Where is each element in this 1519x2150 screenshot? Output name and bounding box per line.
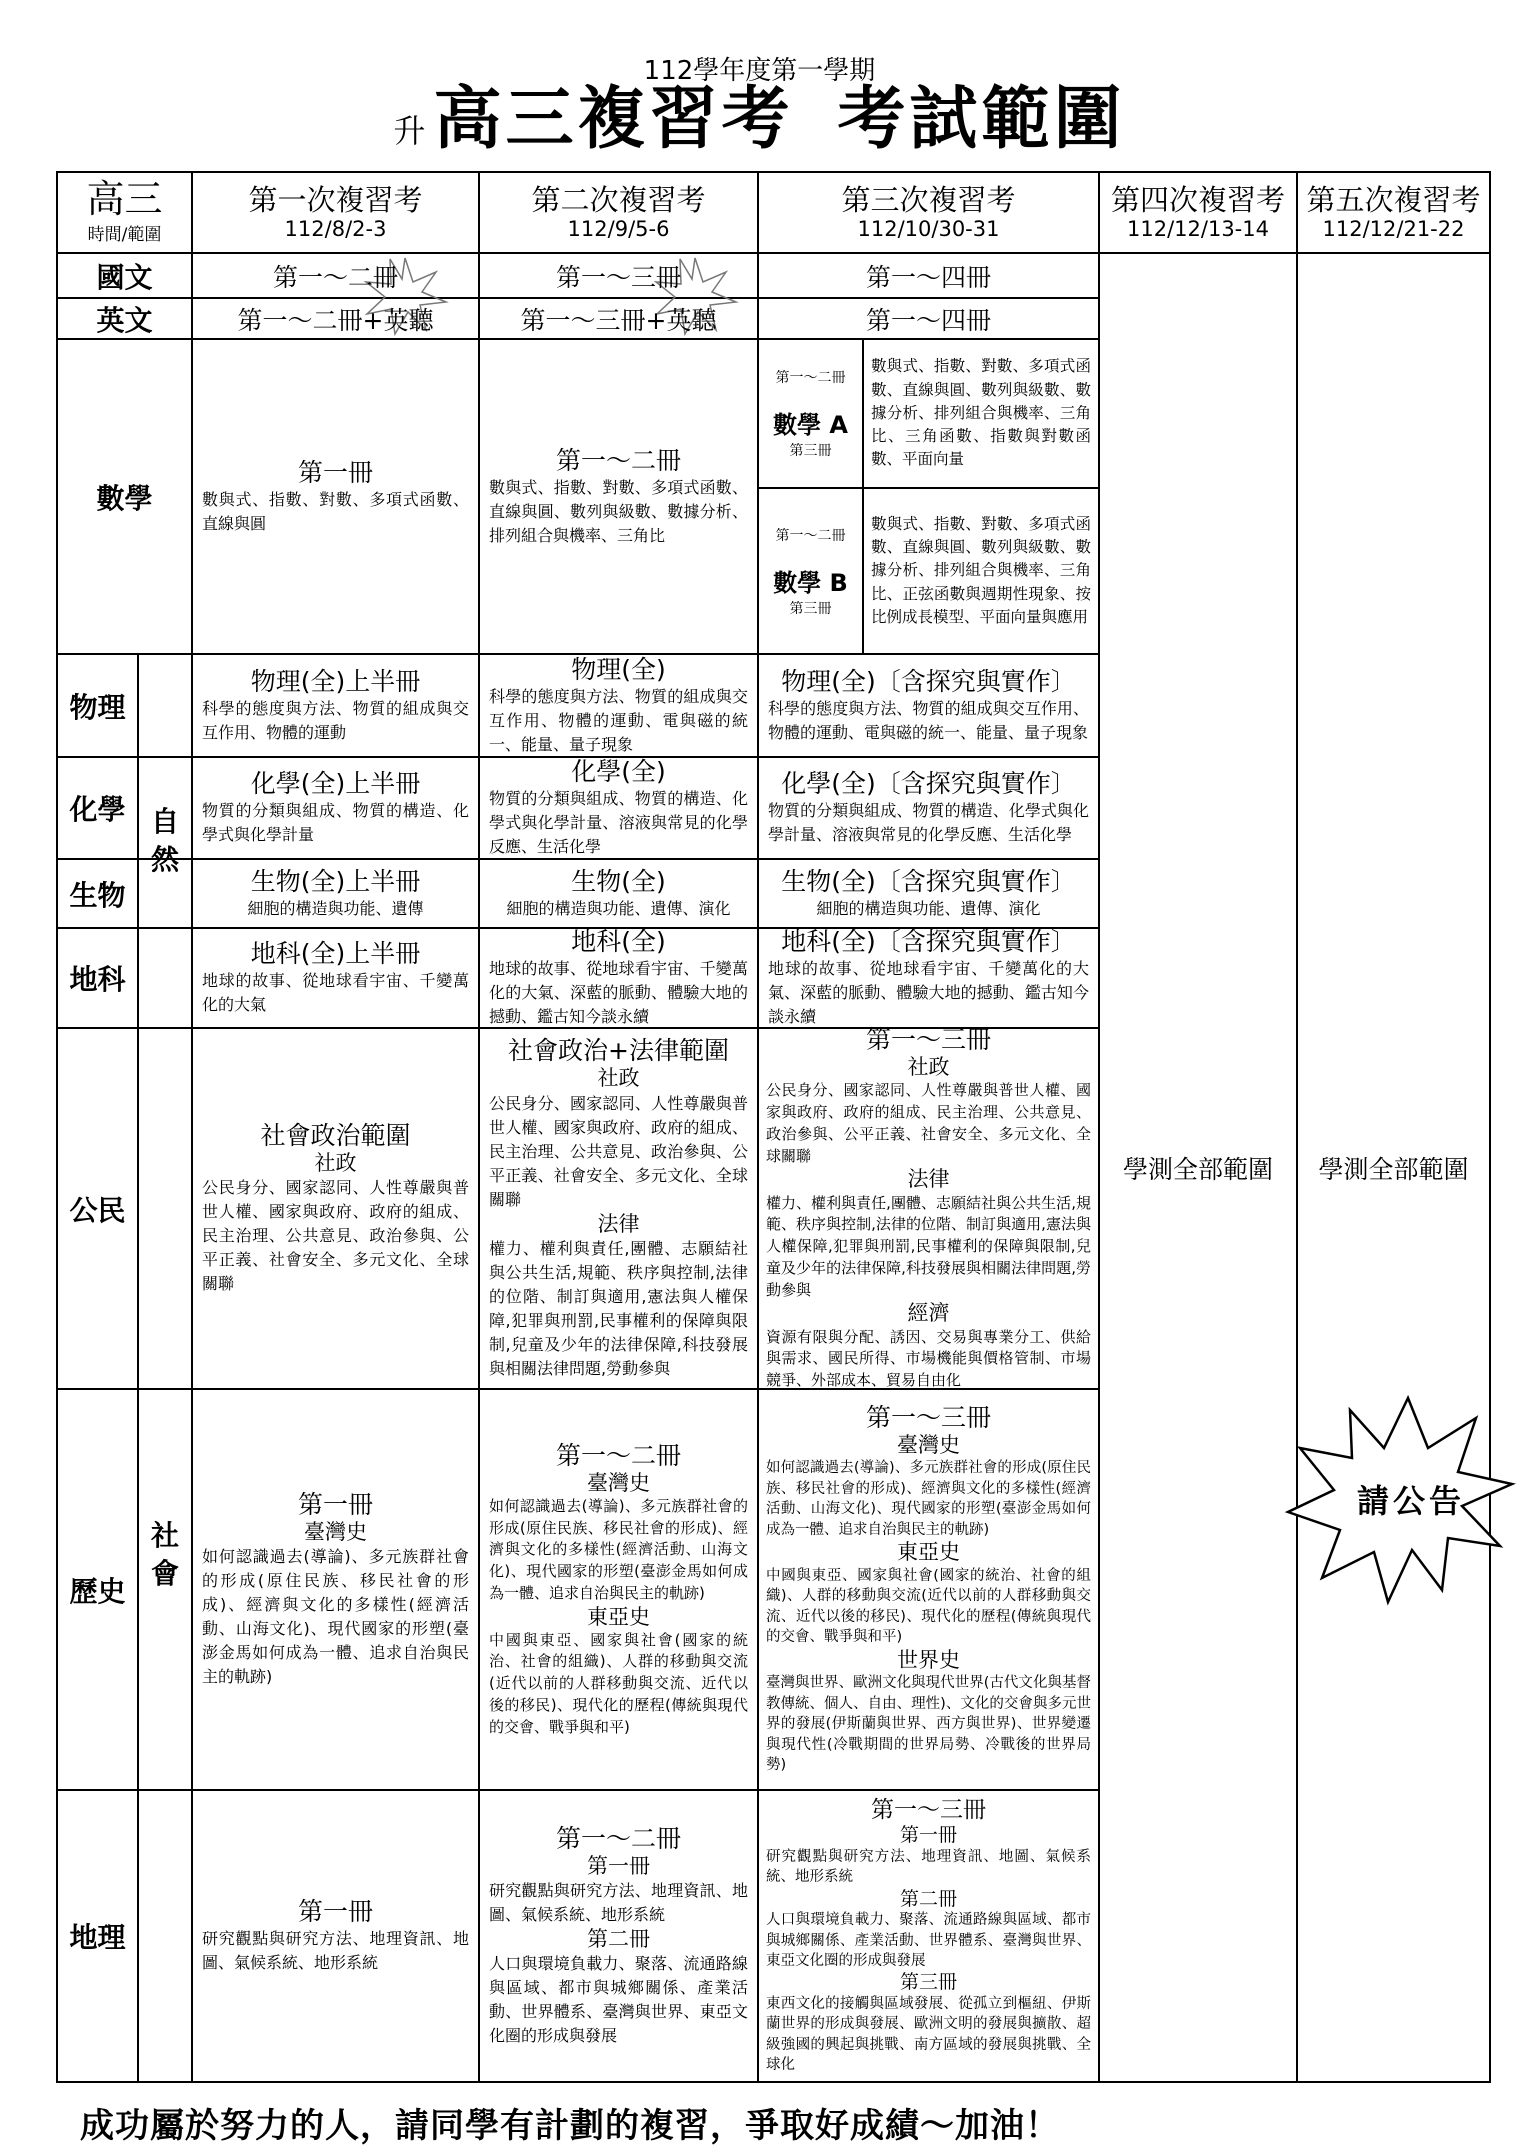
title-sub: 考試範圍	[837, 80, 1126, 159]
chemistry-c3	[758, 757, 1099, 859]
biology-c1-title: 生物(全)上半冊	[250, 866, 421, 896]
history-c2-title: 第一～二冊	[555, 1440, 681, 1470]
math-c2-text: 數與式、指數、對數、多項式函數、直線與圓、數列與級數、數據分析、排列組合與機率、三角比	[489, 477, 748, 545]
physics-c1	[192, 654, 479, 757]
physics-c1-title: 物理(全)上半冊	[250, 666, 421, 696]
earth-c2-text: 地球的故事、從地球看宇宙、千變萬化的大氣、深藍的脈動、體驗大地的撼動、鑑古知今談永續	[489, 959, 748, 1026]
math-b-content	[863, 488, 1099, 654]
geography-c3-sec2: 第二冊	[899, 1887, 957, 1910]
group-science	[138, 654, 192, 1028]
earth-c1-text: 地球的故事、從地球看宇宙、千變萬化的大氣	[202, 971, 469, 1014]
english-c3: 第一～四冊	[865, 305, 991, 335]
chemistry-c1-text: 物質的分類與組成、物質的構造、化學式與化學計量	[202, 801, 469, 844]
geography-c2-sec1: 第一冊	[587, 1853, 650, 1878]
chemistry-c3-title: 化學(全)〔含探究與實作〕	[781, 769, 1076, 798]
history-c2-text1: 如何認識過去(導論)、多元族群社會的形成(原住民族、移民社會的形成)、經濟與文化的多樣性(經濟活動、山海文化)、現代國家的形塑(臺澎金馬如何成為一體、追求自治與民主的軌跡)	[489, 1496, 748, 1602]
history-c3-sec3: 世界史	[897, 1647, 960, 1672]
history-c3-title: 第一～三冊	[865, 1402, 991, 1432]
history-c1-text: 如何認識過去(導論)、多元族群社會的形成(原住民族、移民社會的形成)、經濟與文化的多樣性(經濟活動、山海文化)、現代國家的形塑(臺澎金馬如何成為一體、追求自治與民主的軌跡)	[202, 1547, 469, 1687]
history-c3-text3: 臺灣與世界、歐洲文化與現代世界(古代文化與基督教傳統、個人、自由、理性)、文化的交會與多元世界的發展(伊斯蘭與世界、西方與世界)、世界變遷與現代性(冷戰期間的世界局勢、冷戰後的世界局勢)	[766, 1675, 1091, 1774]
civics-c2-sec2: 法律	[597, 1211, 640, 1236]
geography-c2-text1: 研究觀點與研究方法、地理資訊、地圖、氣候系統、地形系統	[489, 1881, 748, 1924]
row-label-geography: 地理	[69, 1921, 126, 1954]
history-c2-sec1: 臺灣史	[587, 1470, 650, 1495]
math-c2-title: 第一～二冊	[555, 445, 681, 475]
chinese-c2: 第一～三冊	[555, 262, 681, 292]
footer-slogan: 成功屬於努力的人，請同學有計劃的複習，爭取好成績～加油！	[80, 2106, 1060, 2146]
geography-c3-title: 第一～三冊	[871, 1796, 986, 1823]
col4-scope	[1099, 253, 1297, 2082]
civics-c3-text3: 資源有限與分配、誘因、交易與專業分工、供給與需求、國民所得、市場機能與價格管制、市場競爭、外部成本、貿易自由化	[766, 1327, 1091, 1390]
chemistry-c2	[479, 757, 758, 859]
biology-c2	[479, 859, 758, 928]
col-5-date: 112/12/21-22	[1322, 217, 1465, 242]
col5-scope	[1297, 253, 1490, 2082]
biology-c2-text: 細胞的構造與功能、遺傳、演化	[506, 898, 731, 918]
civics-c2-title: 社會政治+法律範圍	[508, 1036, 729, 1066]
geography-c2-sec2: 第二冊	[587, 1927, 650, 1951]
math-c1-title: 第一冊	[297, 457, 373, 487]
english-c1: 第一～二冊+英聽	[237, 305, 434, 335]
geography-c2-title: 第一～二冊	[555, 1823, 681, 1853]
col-header-4	[1099, 172, 1297, 253]
row-label-civics: 公民	[69, 1193, 126, 1227]
col-header-2	[479, 172, 758, 253]
earth-c2-title: 地科(全)	[571, 927, 666, 956]
col-2-name: 第二次複習考	[531, 182, 706, 217]
physics-c2-title: 物理(全)	[571, 654, 666, 684]
history-c3-sec2: 東亞史	[897, 1540, 960, 1565]
chinese-c3: 第一～四冊	[865, 262, 991, 292]
civics-c3-text2: 權力、權利與責任,團體、志願結社與公共生活,規範、秩序與控制,法律的位階、制訂與適用,憲法與人權保障,犯罪與刑罰,民事權利的保障與限制,兒童及少年的法律保障,科技發展與相關法律問題,勞動參與	[766, 1193, 1091, 1299]
col-header-1	[192, 172, 479, 253]
history-c1	[192, 1389, 479, 1790]
civics-c2-sec1: 社政	[597, 1066, 640, 1091]
history-c1-sec: 臺灣史	[304, 1519, 367, 1544]
time-range-label: 時間/範圍	[87, 224, 162, 245]
col-3-name: 第三次複習考	[841, 182, 1016, 217]
geography-c3-sec3: 第三冊	[899, 1971, 957, 1994]
physics-c3-title: 物理(全)〔含探究與實作〕	[781, 666, 1076, 696]
row-label-chinese: 國文	[96, 260, 153, 294]
corner-header	[57, 172, 192, 253]
chinese-c1: 第一～二冊	[272, 262, 398, 292]
math-a-label	[758, 339, 863, 488]
math-a-name: 數學 A	[773, 411, 848, 439]
english-c2: 第一～三冊+英聽	[520, 305, 717, 335]
chemistry-c2-title: 化學(全)	[571, 757, 666, 786]
physics-c1-text: 科學的態度與方法、物質的組成與交互作用、物體的運動	[202, 698, 469, 742]
biology-c3-text: 細胞的構造與功能、遺傳、演化	[816, 898, 1041, 918]
col-header-5	[1297, 172, 1490, 253]
civics-c1-sec: 社政	[314, 1150, 357, 1175]
earth-c1	[192, 928, 479, 1028]
geography-c3	[758, 1790, 1099, 2082]
civics-c2	[479, 1028, 758, 1389]
geography-c2-text2: 人口與環境負載力、聚落、流通路線與區域、都市與城鄉關係、產業活動、世界體系、臺灣與世界、東亞文化圈的形成與發展	[489, 1954, 748, 2046]
chemistry-c1	[192, 757, 479, 859]
physics-c3	[758, 654, 1099, 757]
geography-c3-text1: 研究觀點與研究方法、地理資訊、地圖、氣候系統、地形系統	[766, 1849, 1091, 1886]
civics-c3	[758, 1025, 1099, 1390]
math-a-text: 數與式、指數、對數、多項式函數、直線與圓、數列與級數、數據分析、排列組合與機率、三角比、三角函數、指數與對數函數、平面向量	[871, 357, 1091, 469]
earth-c3	[758, 928, 1099, 1028]
geography-c3-text2: 人口與環境負載力、聚落、流通路線與區域、都市與城鄉關係、產業活動、世界體系、臺灣與世界、東亞文化圈的形成與發展	[766, 1912, 1091, 1970]
row-label-math: 數學	[96, 481, 153, 515]
math-b-vol1: 第一～二冊	[775, 527, 846, 544]
history-c1-title: 第一冊	[297, 1489, 373, 1519]
biology-c1-text: 細胞的構造與功能、遺傳	[247, 898, 424, 918]
civics-c1-title: 社會政治範圍	[260, 1120, 411, 1150]
col-4-name: 第四次複習考	[1110, 182, 1285, 217]
col-1-date: 112/8/2-3	[284, 217, 387, 242]
row-label-chemistry: 化學	[69, 793, 126, 826]
col-1-name: 第一次複習考	[248, 182, 423, 217]
physics-c3-text: 科學的態度與方法、物質的組成與交互作用、物體的運動、電與磁的統一、能量、量子現象	[768, 698, 1089, 742]
col-header-3	[758, 172, 1099, 253]
group-social	[138, 1500, 192, 1610]
chemistry-c1-title: 化學(全)上半冊	[250, 769, 421, 798]
history-c3-text1: 如何認識過去(導論)、多元族群社會的形成(原住民族、移民社會的形成)、經濟與文化的多樣性(經濟活動、山海文化)、現代國家的形塑(臺澎金馬如何成為一體、追求自治與民主的軌跡)	[766, 1460, 1091, 1538]
col5-scope-text: 學測全部範圍	[1318, 1154, 1469, 1184]
geography-c1	[192, 1790, 479, 2082]
math-a-vol1: 第一～二冊	[775, 370, 846, 386]
civics-c1	[192, 1028, 479, 1389]
math-b-text: 數與式、指數、對數、多項式函數、直線與圓、數列與級數、數據分析、排列組合與機率、三角比、正弦函數與週期性現象、按比例成長模型、平面向量與應用	[871, 514, 1091, 626]
civics-c2-text1: 公民身分、國家認同、人性尊嚴與普世人權、國家與政府、政府的組成、民主治理、公共意見、政治參與、公平正義、社會安全、多元文化、全球關聯	[489, 1093, 748, 1209]
history-c2-text2: 中國與東亞、國家與社會(國家的統治、社會的組織)、人群的移動與交流(近代以前的人群移動與交流、近代以後的移民)、現代化的歷程(傳統與現代的交會、戰爭與和平)	[489, 1630, 748, 1736]
civics-c3-title: 第一～三冊	[865, 1025, 991, 1055]
chemistry-c2-text: 物質的分類與組成、物質的構造、化學式與化學計量、溶液與常見的化學反應、生活化學	[489, 789, 748, 856]
civics-c2-text2: 權力、權利與責任,團體、志願結社與公共生活,規範、秩序與控制,法律的位階、制訂與適用,憲法與人權保障,犯罪與刑罰,民事權利的保障與限制,兒童及少年的法律保障,科技發展與相關法律問題,勞動參與	[489, 1238, 748, 1378]
physics-c2-text: 科學的態度與方法、物質的組成與交互作用、物體的運動、電與磁的統一、能量、量子現象	[489, 686, 748, 754]
row-label-english: 英文	[96, 303, 153, 337]
math-b-name: 數學 B	[773, 568, 848, 597]
geography-c1-title: 第一冊	[297, 1897, 373, 1926]
civics-c3-sec3: 經濟	[907, 1301, 950, 1326]
geography-c3-text3: 東西文化的接觸與區域發展、從孤立到樞紐、伊斯蘭世界的形成與發展、歐洲文明的發展與擴散、超級強國的興起與挑戰、南方區域的發展與挑戰、全球化	[766, 1996, 1091, 2074]
chemistry-c3-text: 物質的分類與組成、物質的構造、化學式與化學計量、溶液與常見的化學反應、生活化學	[768, 801, 1089, 844]
math-c1	[192, 339, 479, 654]
biology-c2-title: 生物(全)	[571, 866, 666, 896]
col-3-date: 112/10/30-31	[857, 217, 1000, 242]
group-social-text: 社會	[150, 1519, 179, 1590]
title-main: 高三複習考	[433, 80, 794, 159]
col-4-date: 112/12/13-14	[1127, 217, 1269, 242]
row-label-earth: 地科	[69, 963, 126, 996]
col-5-name: 第五次複習考	[1306, 182, 1481, 217]
civics-c1-text: 公民身分、國家認同、人性尊嚴與普世人權、國家與政府、政府的組成、民主治理、公共意見、政治參與、公平正義、社會安全、多元文化、全球關聯	[202, 1178, 469, 1294]
title-prefix: 升	[393, 112, 426, 150]
math-c1-text: 數與式、指數、對數、多項式函數、直線與圓	[202, 489, 469, 533]
math-b-label	[758, 488, 863, 654]
math-a-content	[863, 339, 1099, 488]
civics-c3-sec1: 社政	[907, 1055, 950, 1080]
history-c2	[479, 1389, 758, 1790]
row-label-biology: 生物	[69, 878, 126, 912]
civics-c3-text1: 公民身分、國家認同、人性尊嚴與普世人權、國家與政府、政府的組成、民主治理、公共意見、政治參與、公平正義、社會安全、多元文化、全球關聯	[766, 1081, 1091, 1165]
history-c3-text2: 中國與東亞、國家與社會(國家的統治、社會的組織)、人群的移動與交流(近代以前的人群移動與交流、近代以後的移民)、現代化的歷程(傳統與現代的交會、戰爭與和平)	[766, 1567, 1091, 1646]
history-c3	[758, 1389, 1099, 1790]
notice-text: 請公告	[1356, 1482, 1465, 1520]
semester-line: 112學年度第一學期	[643, 56, 876, 86]
math-a-vol2: 第三冊	[789, 443, 832, 459]
civics-c3-sec2: 法律	[907, 1167, 950, 1192]
earth-c1-title: 地科(全)上半冊	[250, 939, 421, 968]
earth-c3-title: 地科(全)〔含探究與實作〕	[781, 927, 1076, 956]
biology-c3-title: 生物(全)〔含探究與實作〕	[781, 866, 1076, 896]
row-label-physics: 物理	[69, 690, 126, 724]
physics-c2	[479, 654, 758, 757]
group-science-text: 自然	[150, 805, 179, 876]
history-c3-sec1: 臺灣史	[897, 1432, 960, 1457]
biology-c3	[758, 859, 1099, 928]
biology-c1	[192, 859, 479, 928]
earth-c2	[479, 928, 758, 1028]
col4-scope-text: 學測全部範圍	[1122, 1154, 1273, 1184]
col-2-date: 112/9/5-6	[567, 217, 670, 242]
geography-c1-text: 研究觀點與研究方法、地理資訊、地圖、氣候系統、地形系統	[202, 1929, 469, 1972]
earth-c3-text: 地球的故事、從地球看宇宙、千變萬化的大氣、深藍的脈動、體驗大地的撼動、鑑古知今談永續	[768, 959, 1089, 1026]
geography-c2	[479, 1790, 758, 2082]
grade-label: 高三	[86, 177, 163, 222]
row-label-history: 歷史	[69, 1574, 126, 1608]
geography-c3-sec1: 第一冊	[899, 1824, 957, 1847]
math-c2	[479, 339, 758, 654]
history-c2-sec2: 東亞史	[587, 1604, 650, 1629]
math-b-vol2: 第三冊	[789, 600, 832, 617]
